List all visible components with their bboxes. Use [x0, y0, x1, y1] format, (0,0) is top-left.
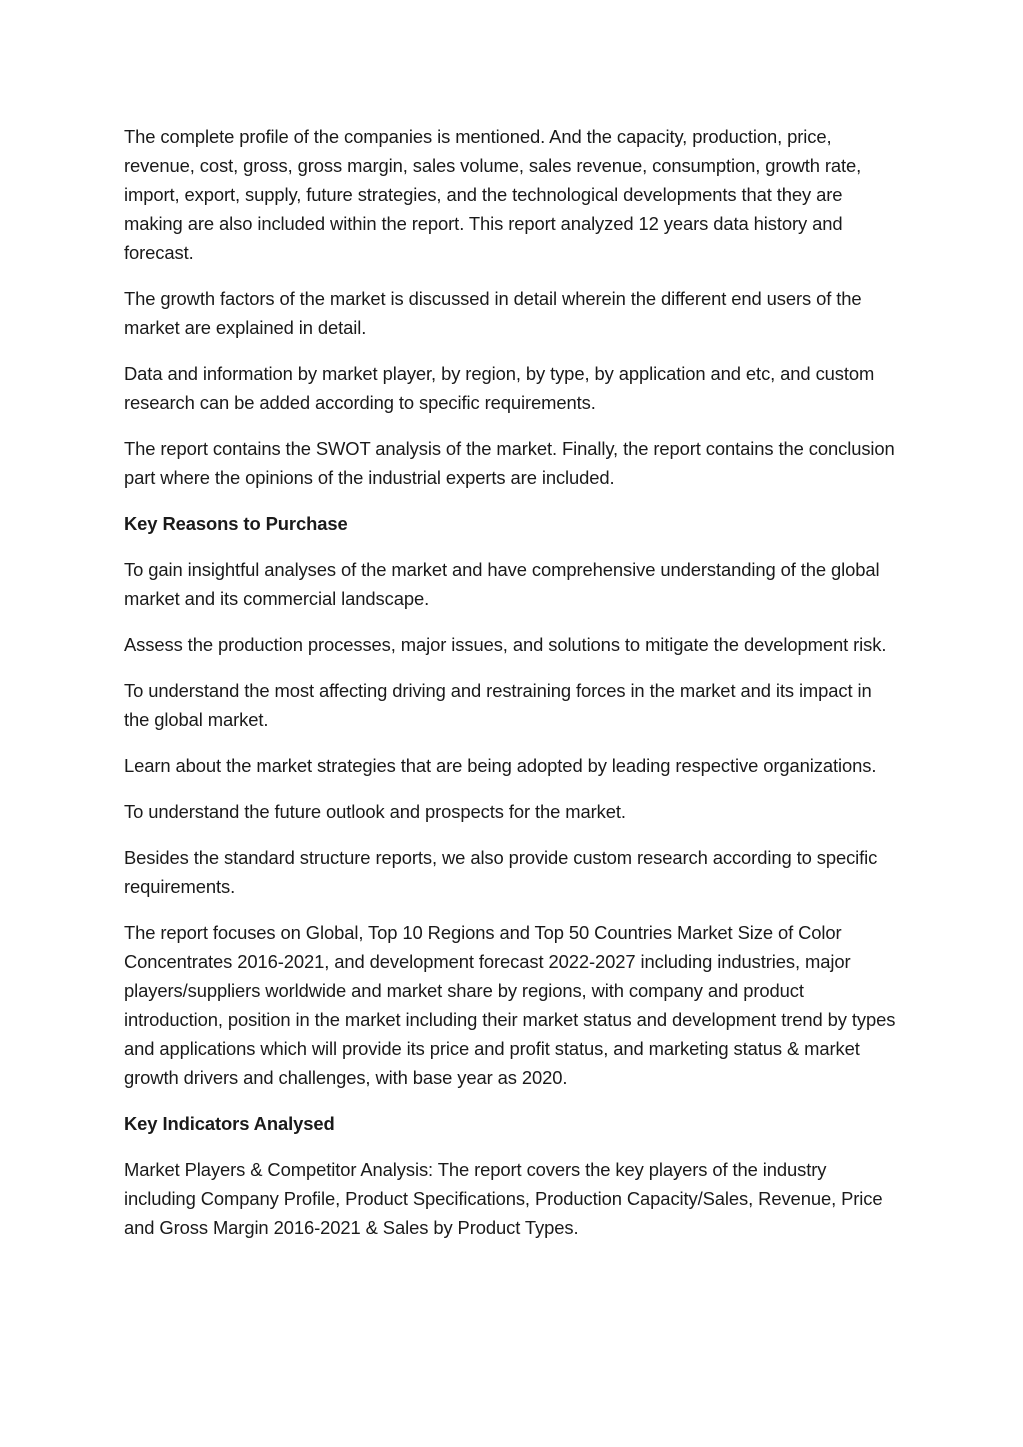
paragraph-growth-factors: The growth factors of the market is discussed in detail wherein the different end users of the market are explained in detail. — [124, 288, 862, 338]
heading-key-indicators: Key Indicators Analysed — [124, 1113, 335, 1134]
paragraph-custom-research: Besides the standard structure reports, we also provide custom research according to specific requirements. — [124, 847, 878, 897]
paragraph-report-focus: The report focuses on Global, Top 10 Regions and Top 50 Countries Market Size of Color Concentrates 2016-2021, and development forecast 2022-2027 including industries, major players/suppliers worldwide and market share by regions, with company and product introduction, position in the market including their market status and development trend by types and applications which will provide its price and profit status, and marketing status & market growth drivers and challenges, with base year as 2020. — [124, 922, 896, 1088]
paragraph-reason-future-outlook: To understand the future outlook and prospects for the market. — [124, 801, 626, 822]
paragraph-swot-analysis: The report contains the SWOT analysis of the market. Finally, the report contains the conclusion part where the opinions of the industrial experts are included. — [124, 438, 895, 488]
paragraph-reason-insightful-analyses: To gain insightful analyses of the market and have comprehensive understanding of the global market and its commercial landscape. — [124, 559, 880, 609]
paragraph-data-information: Data and information by market player, by region, by type, by application and etc, and custom research can be added according to specific requirements. — [124, 363, 875, 413]
paragraph-market-players: Market Players & Competitor Analysis: The report covers the key players of the industry including Company Profile, Product Specifications, Production Capacity/Sales, Revenue, Price and Gross Margin 2016-2021 & Sales by Product Types. — [124, 1159, 883, 1238]
heading-key-reasons: Key Reasons to Purchase — [124, 513, 348, 534]
paragraph-reason-production-processes: Assess the production processes, major issues, and solutions to mitigate the development risk. — [124, 634, 887, 655]
paragraph-company-profile: The complete profile of the companies is mentioned. And the capacity, production, price, revenue, cost, gross, gross margin, sales volume, sales revenue, consumption, growth rate, import, export, supply, future strategies, and the technological developments that they are making are also included within the report. This report analyzed 12 years data history and forecast. — [124, 126, 862, 263]
paragraph-reason-driving-forces: To understand the most affecting driving and restraining forces in the market and its impact in the global market. — [124, 680, 872, 730]
paragraph-reason-market-strategies: Learn about the market strategies that are being adopted by leading respective organizations. — [124, 755, 877, 776]
document-page — [124, 122, 900, 1259]
